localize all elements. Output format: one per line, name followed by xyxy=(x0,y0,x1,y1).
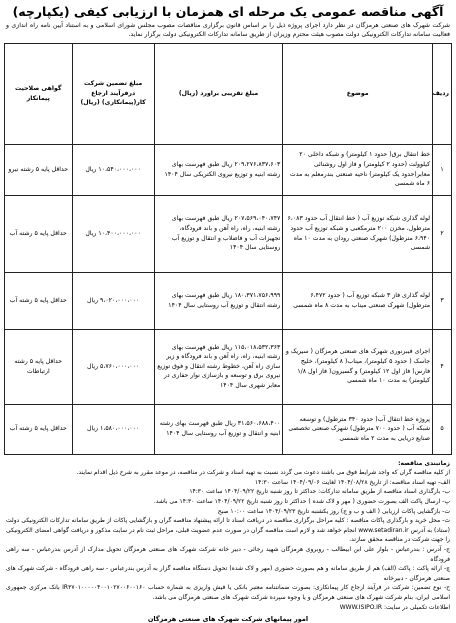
table-header-row xyxy=(5,43,452,144)
notes-title: زمانبندی مناقصه: xyxy=(398,459,450,467)
header-qualification: گواهی صلاحیت پیمانکار xyxy=(5,43,73,144)
tender-notice xyxy=(4,4,452,623)
note-item: از کلیه مناقصه گران که واجد شرایط فوق می باشند دعوت می گردد نسبت به تهیه اسناد و شرکت در مناقصه، در موعد مقرر به شرح ذیل اقدام نمایند. xyxy=(76,469,450,477)
row-qualification: حداقل پایه ۵ رشته نیرو xyxy=(5,144,73,195)
row-guarantee: ۱۰،۵۴۰،۰۰۰،۰۰۰ ریال xyxy=(72,144,154,195)
notice-intro: شرکت شهرک های صنعتی هرمزگان در نظر دارد اجرای پروژه ذیل را بر اساس قانون برگزاری مناقصات مصوب مجلس شورای اسلامی و به استناد آیین نامه راه اندازی و فعالیت سامانه تدارکات الکترونیکی دولت مصوب هیئت محترم وزیران از طریق سامانه تدارکات الکترونیکی دولت برگزار نماید. xyxy=(6,22,450,39)
note-item: چ- ارائه پاکت : پاکت (الف) هم از طریق سامانه و هم بصورت حضوری (مهر و لاک شده) تحویل دستگاه مناقصه گزار به آدرس بندرعباس - سه راهی فرودگاه - شرکت شهرک های صنعتی هرمزگان - دبیرخانه xyxy=(6,565,450,582)
row-estimate: ۱۸۰،۳۷۱،۷۵۶،۹۹۹ ریال طبق فهرست بهای رشته انتقال و توزیع آب روستایی سال ۱۴۰۴ xyxy=(154,272,283,329)
row-estimate: ۱۱۵،۰۱۸،۵۳۲،۳۶۳ ریال طبق فهرست بهای رشته ابنیه، راه، راه آهن و باند فرودگاه و زیر سازی راه آهن، خطوط رشته انتقال و فوق توزیع نیروی برق و توسعه و بازسازی نوار حفاری در معابر شهری سال ۱۴۰۴ xyxy=(154,329,283,404)
table-row xyxy=(5,144,452,195)
row-qualification: حداقل پایه ۵ رشته ارتباطات xyxy=(5,329,73,404)
row-estimate: ۳۱،۵۶۰،۶۸۸،۴۰۰ ریال طبق فهرست بهای رشته ابنیه و انتقال و توزیع آب روستایی سال ۱۴۰۴ xyxy=(154,404,283,454)
tender-table xyxy=(4,43,452,455)
header-guarantee: مبلغ تضمین شرکت درفرآیند ارجاع کار(پیمانکاری) (ریال) xyxy=(72,43,154,144)
notes-section xyxy=(6,459,450,613)
header-row-number: ردیف xyxy=(433,43,452,144)
note-item: ب- بارگذاری اسناد مناقصه از طریق سامانه تدارکات: حداکثر تا روز شنبه تاریخ ۱۴۰۴/۰۹/۲۲ ساعت ۱۴:۳۰ xyxy=(189,488,450,496)
row-estimate: ۲۰۷،۵۶۹،۰۴۰،۷۴۷ ریال طبق فهرست بهای رشته ابنیه، راه، راه آهن و باند فرودگاه، تجهیزات آب و فاضلاب و انتقال و توزیع آب روستایی سال ۱۴۰۴ xyxy=(154,195,283,272)
row-number: ۳ xyxy=(433,272,452,329)
table-row xyxy=(5,404,452,454)
notice-footer: امور پیمانهای شرکت شهرک های صنعتی هرمزگان xyxy=(147,615,309,623)
row-subject: لوله گذاری فاز ۳ شبکه توزیع آب ( حدود ۶،۴۷۲ مترطول) شهرک صنعتی میناب به مدت ۸ ماه شمسی xyxy=(283,272,433,329)
row-qualification: حداقل پایه ۵ رشته آب xyxy=(5,404,73,454)
row-guarantee: ۱۰،۴۰۰،۰۰۰،۰۰۰ ریال xyxy=(72,195,154,272)
table-row xyxy=(5,329,452,404)
row-guarantee: ۵،۷۶۰،۰۰۰،۰۰۰ ریال xyxy=(72,329,154,404)
row-subject: لوله گذاری شبکه توزیع آب ( خط انتقال آب حدود ۶،۰۸۳ مترطول، مخزن ۲۰۰ مترمکعبی و شبکه توزیع آب حدود ۶،۹۴۰ مترطول) شهرک صنعتی رودان به مدت ۱۰ ماه شمسی xyxy=(283,195,433,272)
row-number: ۵ xyxy=(433,404,452,454)
row-guarantee: ۱،۵۸۰،۰۰۰،۰۰۰ ریال xyxy=(72,404,154,454)
row-number: ۱ xyxy=(433,144,452,195)
table-row xyxy=(5,272,452,329)
note-item: ث- محل خرید و بارگذاری پاکات مناقصه : کلیه مراحل برگزاری مناقصه در دریافت اسناد تا ارائه پیشنهاد مناقصه گران و بازگشایی پاکات از طریق سامانه تدارکات الکترونیکی دولت (ستاد) به آدرس www.setadiran.ir انجام خواهد شد و لازم است مناقصه گران در صورت عدم عضویت قبلی، مراحل ثبت نام در سایت مذکور و دریافت گواهی امضای الکترونیکی را جهت شرکت در مناقصه محقق سازند. xyxy=(6,517,450,544)
row-estimate: ۲۰۹،۲۷۶،۸۳۷،۶۰۳ ریال طبق فهرست بهای رشته ابنیه و توزیع نیروی الکتریکی سال ۱۴۰۴ xyxy=(154,144,283,195)
row-number: ۴ xyxy=(433,329,452,404)
row-subject: خط انتقال برق( حدود ۱ کیلومتر) و شبکه داخلی ۲۰ کیلوولت (حدود ۲ کیلومتر) و فاز اول روشنائی معابر(حدود یک کیلومتر) ناحیه صنعتی بندرمعلم به مدت ۶ ماه شمسی xyxy=(283,144,433,195)
row-number: ۲ xyxy=(433,195,452,272)
header-subject: موضوع xyxy=(283,43,433,144)
row-subject: پروژه خط انتقال آب( حدود ۳۴۰ مترطول) و توسعه شبکه آب ( حدود ۷۰۰ مترطول) شهرک صنعتی تخصصی صنایع دریایی به مدت ۲ ماه شمسی xyxy=(283,404,433,454)
row-subject: اجرای فیبرنوری شهرک های صنعتی هرمزگان ( سیریک و جاسک ( حدود ۵ کیلومتر)، میناب( ۸ کیلومتر)، خلیج فارس( فاز اول ۱۲ کیلومتر) و گسیرون( فاز اول ۱/۸ کیلومتر) به مدت ۱۰ ماه شمسی xyxy=(283,329,433,404)
row-qualification: حداقل پایه ۵ رشته آب xyxy=(5,195,73,272)
note-item: الف- تهیه اسناد مناقصه: از تاریخ ۱۴۰۴/۰۸/۲۸ لغایت ۱۴۰۴/۰۹/۰۶ ساعت ۱۴:۳۰ xyxy=(254,478,450,486)
note-item: ح- نوع تضمین: شرکت در فرآیند ارجاع کار پیمانکاری: بصورت ضمانتنامه معتبر بانکی یا فیش واریزی به شماره حساب IR۳۷۰۱۰۰۰۰۰۴۰۰۱۰۲۷۰۰۶۰۰۱۶۰ بانک مرکزی جمهوری اسلامی ایران، بنام شرکت شهرک های صنعتی هرمزگان و یا وجوه سپرده شرکت شهرک های صنعتی هرمزگان می باشد. xyxy=(6,584,450,601)
row-qualification: حداقل پایه ۵ رشته آب xyxy=(5,272,73,329)
header-estimate: مبلغ تقریبی براورد (ریال) xyxy=(154,43,283,144)
note-item: ت- بازگشایی پاکات ارزیابی ( الف و ب و ج) روز یکشنبه تاریخ ۱۴۰۴/۰۹/۲۳ ساعت ۱۰:۰۰ صبح xyxy=(217,507,450,515)
note-item: پ- ارسال پاکت الف بصورت حضوری ( مهر و لاک شده ) حداکثر تا روز شنبه تاریخ ۱۴۰۴/۰۹/۲۲ ساعت ۱۴:۳۰ می باشد. xyxy=(153,497,450,505)
note-item: ج- آدرس : بندرعباس - بلوار علی ابن ابیطالب - روبروی هرمزگان شهید رجائی - دبیر خانه شرکت شهرک های صنعتی هرمزگان تحویل مدارک از آدرس بندرعباس - سه راهی فرودگاه xyxy=(6,545,450,563)
table-row xyxy=(5,195,452,272)
notice-title: آگهی مناقصه عمومی یک مرحله ای همزمان با ارزیابی کیفی (یکپارچه) xyxy=(12,4,444,19)
note-item: اطلاعات تکمیلی در سایت: WWW.ISIPO.IR xyxy=(339,603,450,611)
row-guarantee: ۹،۰۲۰،۰۰۰،۰۰۰ ریال xyxy=(72,272,154,329)
